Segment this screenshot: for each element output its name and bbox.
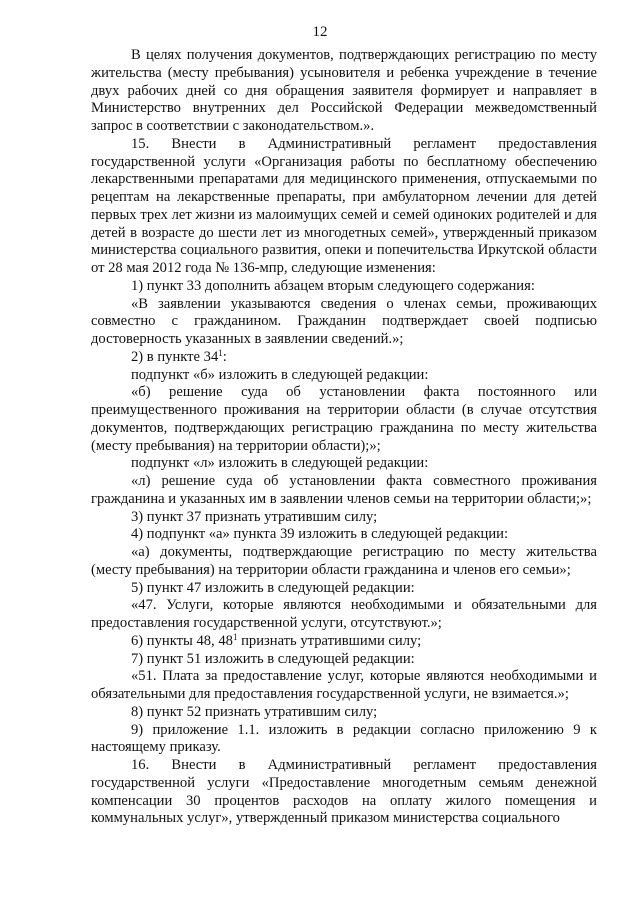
paragraph: [91, 633, 597, 651]
paragraph: 16. Внести в Административный регламент предоставления государственной услуги «Предоставление многодетным семьям денежной компенсации 30 процентов расходов на оплату жилого помещения и коммунальных услуг», утвержденный приказом министерства социального: [91, 757, 597, 827]
paragraph: «л) решение суда об установлении факта совместного проживания гражданина и указанных им в заявлении членов семьи на территории области;»;: [91, 473, 597, 507]
paragraph: «а) документы, подтверждающие регистрацию по месту жительства (месту пребывания) на территории области гражданина и членов его семьи»;: [91, 544, 597, 578]
paragraph-text: 2) в пункте 34: [131, 348, 219, 365]
paragraph: 3) пункт 37 признать утратившим силу;: [131, 508, 378, 525]
paragraph: «51. Плата за предоставление услуг, которые являются необходимыми и обязательными для предоставления государственной услуги, не взимается.»;: [91, 668, 597, 702]
paragraph: 8) пункт 52 признать утратившим силу;: [131, 703, 378, 720]
paragraph: 15. Внести в Административный регламент предоставления государственной услуги «Организация работы по бесплатному обеспечению лекарственными препаратами для медицинского применения, отпускаемыми по рецептам на лекарственные препараты, при амбулаторном лечении для детей первых трех лет жизни из малоимущих семей и семей одиноких родителей и для детей в возрасте до шести лет из многодетных семей», утвержденный приказом министерства социального развития, опеки и попечительства Иркутской области от 28 мая 2012 года № 136-мпр, следующие изменения:: [91, 135, 597, 276]
paragraph: подпункт «б» изложить в следующей редакции:: [131, 366, 429, 383]
paragraph: «б) решение суда об установлении факта постоянного или преимущественного проживания на территории области (в случае отсутствия документов, подтверждающих регистрацию гражданина по месту жительства (месту пребывания) на территории области);»;: [91, 384, 597, 454]
paragraph-text-after: :: [222, 348, 227, 365]
paragraph-text-after: признать утратившими силу;: [237, 632, 422, 649]
page-number: 12: [312, 24, 328, 40]
superscript: 1: [218, 347, 223, 358]
paragraph: 9) приложение 1.1. изложить в редакции согласно приложению 9 к настоящему приказу.: [91, 721, 597, 756]
document-body: [91, 47, 597, 828]
paragraph: 4) подпункт «а» пункта 39 изложить в следующей редакции:: [131, 526, 509, 543]
paragraph: 7) пункт 51 изложить в следующей редакции:: [131, 650, 415, 667]
paragraph: 1) пункт 33 дополнить абзацем вторым следующего содержания:: [131, 277, 535, 294]
paragraph: В целях получения документов, подтверждающих регистрацию по месту жительства (месту пребывания) усыновителя и ребенка учреждение в течение двух рабочих дней со дня обращения заявителя формирует и направляет в Министерство внутренних дел Российской Федерации межведомственный запрос в соответствии с законодательством.».: [91, 47, 597, 134]
superscript: 1: [232, 631, 238, 642]
paragraph-text: 6) пункты 48, 48: [131, 632, 233, 649]
paragraph: 5) пункт 47 изложить в следующей редакции:: [131, 579, 415, 596]
paragraph: «В заявлении указываются сведения о членах семьи, проживающих совместно с гражданином. Гражданин подтверждает своей подписью достоверность указанных в заявлении сведений.»;: [91, 295, 597, 347]
paragraph: [91, 349, 597, 367]
paragraph: «47. Услуги, которые являются необходимыми и обязательными для предоставления государственной услуги, отсутствуют.»;: [91, 597, 597, 631]
paragraph: подпункт «л» изложить в следующей редакции:: [131, 455, 429, 472]
